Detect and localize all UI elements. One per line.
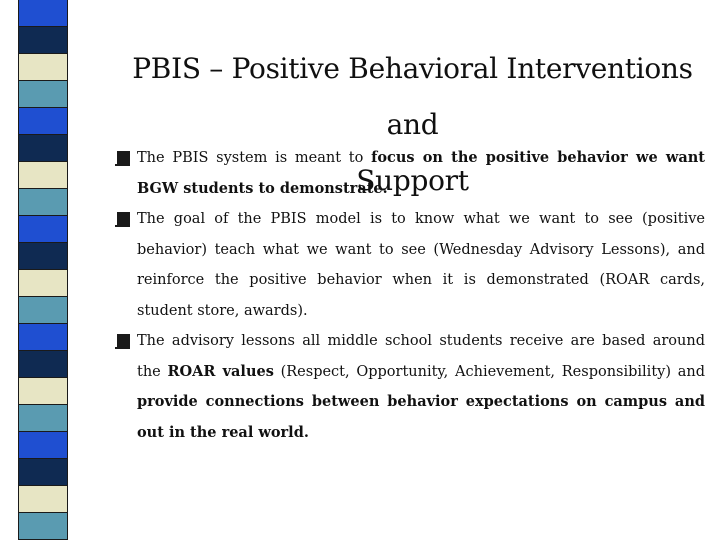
decorative-stripe	[18, 134, 68, 162]
bullet-text-bold: focus on the positive behavior we want BGW students to demonstrate.	[137, 149, 706, 197]
decorative-stripe	[18, 404, 68, 432]
checkbox-bullet-icon	[117, 151, 130, 164]
decorative-stripe	[18, 53, 68, 81]
bullet-text: The PBIS system is meant to	[137, 150, 372, 166]
decorative-stripe	[18, 431, 68, 459]
checkbox-bullet-icon	[117, 212, 130, 225]
decorative-stripe	[18, 350, 68, 378]
decorative-stripe	[18, 188, 68, 216]
checkbox-bullet-icon	[117, 334, 130, 347]
bullet-text: The goal of the PBIS model is to know what we want to see (positive behavior) teach what we want to see (Wednesday Advisory Lessons), and reinforce the positive behavior when it is demonstrated (ROAR cards, student store, awards).	[137, 211, 705, 319]
decorative-stripe	[18, 485, 68, 513]
decorative-stripe	[18, 107, 68, 135]
decorative-stripe	[18, 80, 68, 108]
bullet-item-pbis-system	[115, 143, 705, 204]
decorative-stripe	[18, 161, 68, 189]
decorative-stripe	[18, 242, 68, 270]
bullet-item-pbis-goal	[115, 204, 705, 326]
decorative-stripe	[18, 458, 68, 486]
decorative-stripe	[18, 26, 68, 54]
decorative-stripe	[18, 269, 68, 297]
decorative-stripe	[18, 215, 68, 243]
decorative-stripe	[18, 0, 68, 27]
decorative-stripe	[18, 296, 68, 324]
bullet-text: The advisory lessons all middle school students receive are based around the	[137, 333, 705, 380]
bullet-text-bold: ROAR values	[167, 362, 274, 380]
decorative-stripe-bar	[18, 0, 68, 540]
slide-title-line-1: PBIS – Positive Behavioral Interventions and	[132, 51, 693, 141]
bullet-text-bold: provide connections between behavior expectations on campus and out in the real world.	[137, 393, 705, 441]
decorative-stripe	[18, 323, 68, 351]
bullet-text: (Respect, Opportunity, Achievement, Responsibility) and	[273, 363, 705, 380]
bullet-item-advisory-lessons	[115, 326, 705, 448]
bullet-list	[115, 143, 705, 448]
decorative-stripe	[18, 377, 68, 405]
decorative-stripe	[18, 512, 68, 540]
slide-title-line-2: Support	[356, 163, 469, 197]
